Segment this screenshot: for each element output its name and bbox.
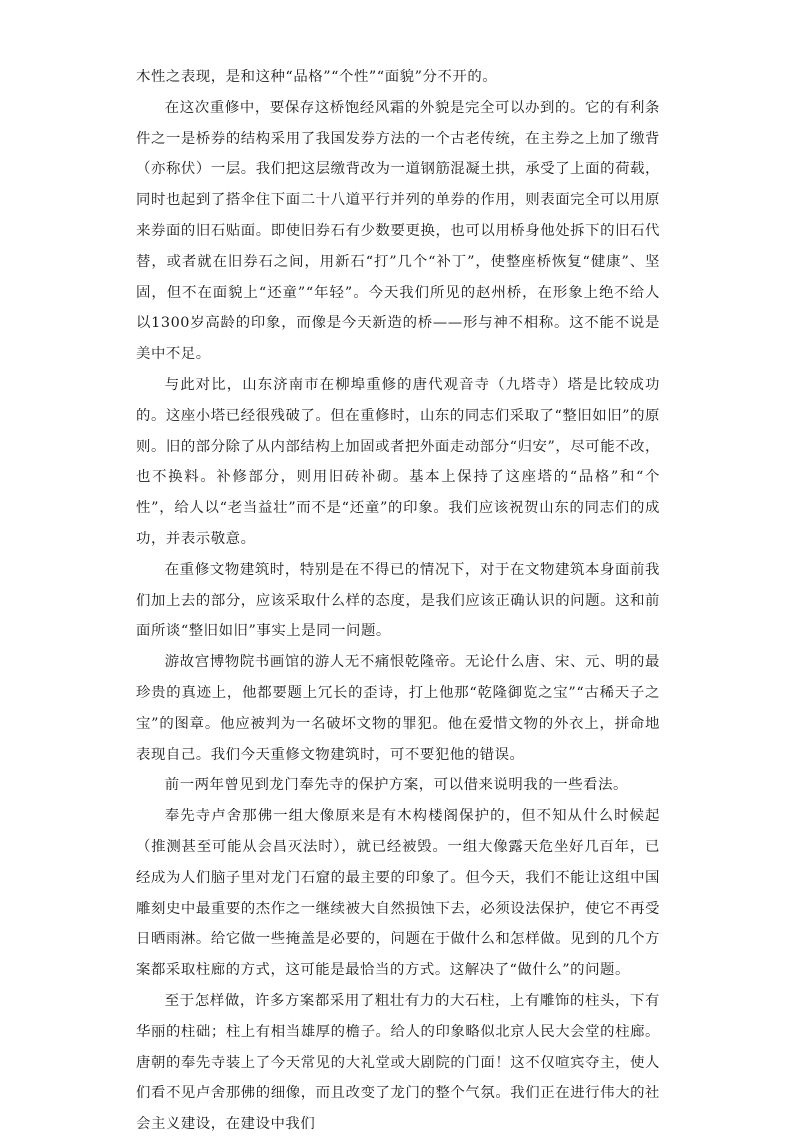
paragraph-0: 木性之表现，是和这种“品格”“个性”“面貌”分不开的。 xyxy=(136,69,498,85)
article-body xyxy=(136,62,660,1140)
paragraph-1: 在这次重修中，要保存这桥饱经风霜的外貌是完全可以办到的。它的有利条件之一是桥券的结构采用了我国发券方法的一个古老传统，在主券之上加了缴背（亦称伏）一层。我们把这层缴背改为一道钢筋混凝土拱，承受了上面的荷载，同时也起到了搭伞住下面二十八道平行并列的单券的作用，则表面完全可以用原来券面的旧石贴面。即使旧券石有少数要更换，也可以用桥身他处拆下的旧石代替，或者就在旧券石之间，用新石“打”几个“补丁”，使整座桥恢复“健康”、坚固，但不在面貌上“还童”“年轻”。今天我们所见的赵州桥，在形象上绝不给人以1300岁高龄的印象，而像是今天新造的桥——形与神不相称。这不能不说是美中不足。 xyxy=(136,99,660,363)
paragraph-6: 奉先寺卢舍那佛一组大像原来是有木构楼阁保护的，但不知从什么时候起（推测甚至可能从会昌灭法时），就已经被毁。一组大像露天危坐好几百年，已经成为人们脑子里对龙门石窟的最主要的印象了。但今天，我们不能让这组中国雕刻史中最重要的杰作之一继续被大自然损蚀下去，必须设法保护，使它不再受日晒雨淋。给它做一些掩盖是必要的，问题在于做什么和怎样做。见到的几个方案都采取柱廊的方式，这可能是最恰当的方式。这解决了“做什么”的问题。 xyxy=(136,808,660,979)
paragraph-7: 至于怎样做，许多方案都采用了粗壮有力的大石柱，上有雕饰的柱头，下有华丽的柱础；柱上有相当雄厚的檐子。给人的印象略似北京人民大会堂的柱廊。唐朝的奉先寺装上了今天常见的大礼堂或大剧院的门面！这不仅喧宾夺主，使人们看不见卢舍那佛的细像，而且改变了龙门的整个气氛。我们正在进行伟大的社会主义建设，在建设中我们 xyxy=(136,992,660,1133)
paragraph-5: 前一两年曾见到龙门奉先寺的保护方案，可以借来说明我的一些看法。 xyxy=(164,777,628,794)
paragraph-4: 游故宫博物院书画馆的游人无不痛恨乾隆帝。无论什么唐、宋、元、明的最珍贵的真迹上，他都要题上冗长的歪诗，打上他那“乾隆御览之宝”“古稀天子之宝”的图章。他应被判为一名破坏文物的罪犯。他在爱惜文物的外衣上，拼命地表现自己。我们今天重修文物建筑时，可不要犯他的错误。 xyxy=(136,654,660,763)
paragraph-3: 在重修文物建筑时，特别是在不得已的情况下，对于在文物建筑本身面前我们加上去的部分，应该采取什么样的态度，是我们应该正确认识的问题。这和前面所谈“整旧如旧”事实上是同一问题。 xyxy=(136,561,660,640)
paragraph-2: 与此对比，山东济南市在柳埠重修的唐代观音寺（九塔寺）塔是比较成功的。这座小塔已经很残破了。但在重修时，山东的同志们采取了“整旧如旧”的原则。旧的部分除了从内部结构上加固或者把外面走动部分“归安”，尽可能不改，也不换料。补修部分，则用旧砖补砌。基本上保持了这座塔的“品格”和“个性”，给人以“老当益壮”而不是“还童”的印象。我们应该祝贺山东的同志们的成功，并表示敬意。 xyxy=(136,376,660,547)
